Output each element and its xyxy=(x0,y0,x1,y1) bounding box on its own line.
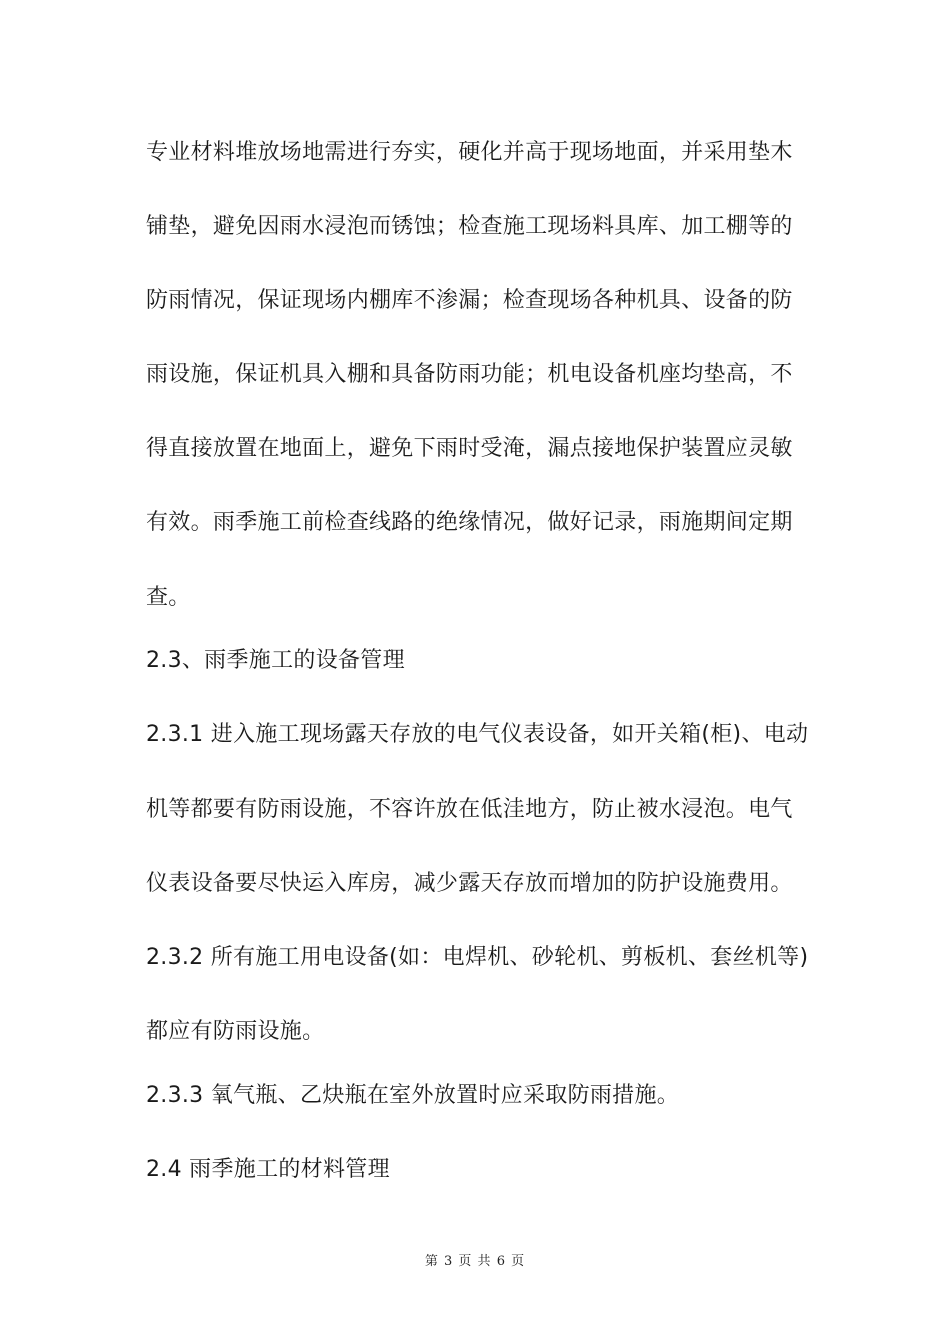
paragraph-line: 机等都要有防雨设施，不容许放在低洼地方，防止被水浸泡。电气 xyxy=(146,797,793,822)
paragraph-line: 雨设施，保证机具入棚和具备防雨功能；机电设备机座均垫高，不 xyxy=(146,362,793,387)
paragraph-line: 2.3.1 进入施工现场露天存放的电气仪表设备，如开关箱(柜)、电动 xyxy=(146,722,809,747)
paragraph-line: 有效。雨季施工前检查线路的绝缘情况，做好记录，雨施期间定期 xyxy=(146,510,793,535)
page-footer: 第 3 页 共 6 页 xyxy=(424,1254,526,1269)
paragraph-line: 铺垫，避免因雨水浸泡而锈蚀；检查施工现场料具库、加工棚等的 xyxy=(146,214,793,239)
paragraph-line: 都应有防雨设施。 xyxy=(146,1019,325,1044)
paragraph-line: 2.3.3 氧气瓶、乙炔瓶在室外放置时应采取防雨措施。 xyxy=(146,1083,680,1108)
paragraph-line: 2.3.2 所有施工用电设备(如：电焊机、砂轮机、剪板机、套丝机等) xyxy=(146,945,809,970)
section-heading: 2.3、雨季施工的设备管理 xyxy=(146,648,405,673)
paragraph-line: 防雨情况，保证现场内棚库不渗漏；检查现场各种机具、设备的防 xyxy=(146,288,793,313)
section-heading: 2.4 雨季施工的材料管理 xyxy=(146,1157,390,1182)
paragraph-line: 仪表设备要尽快运入库房，减少露天存放而增加的防护设施费用。 xyxy=(146,871,793,896)
paragraph-line: 查。 xyxy=(146,585,191,610)
paragraph-line: 得直接放置在地面上，避免下雨时受淹，漏点接地保护装置应灵敏 xyxy=(146,436,793,461)
paragraph-line: 专业材料堆放场地需进行夯实，硬化并高于现场地面，并采用垫木 xyxy=(146,140,793,165)
